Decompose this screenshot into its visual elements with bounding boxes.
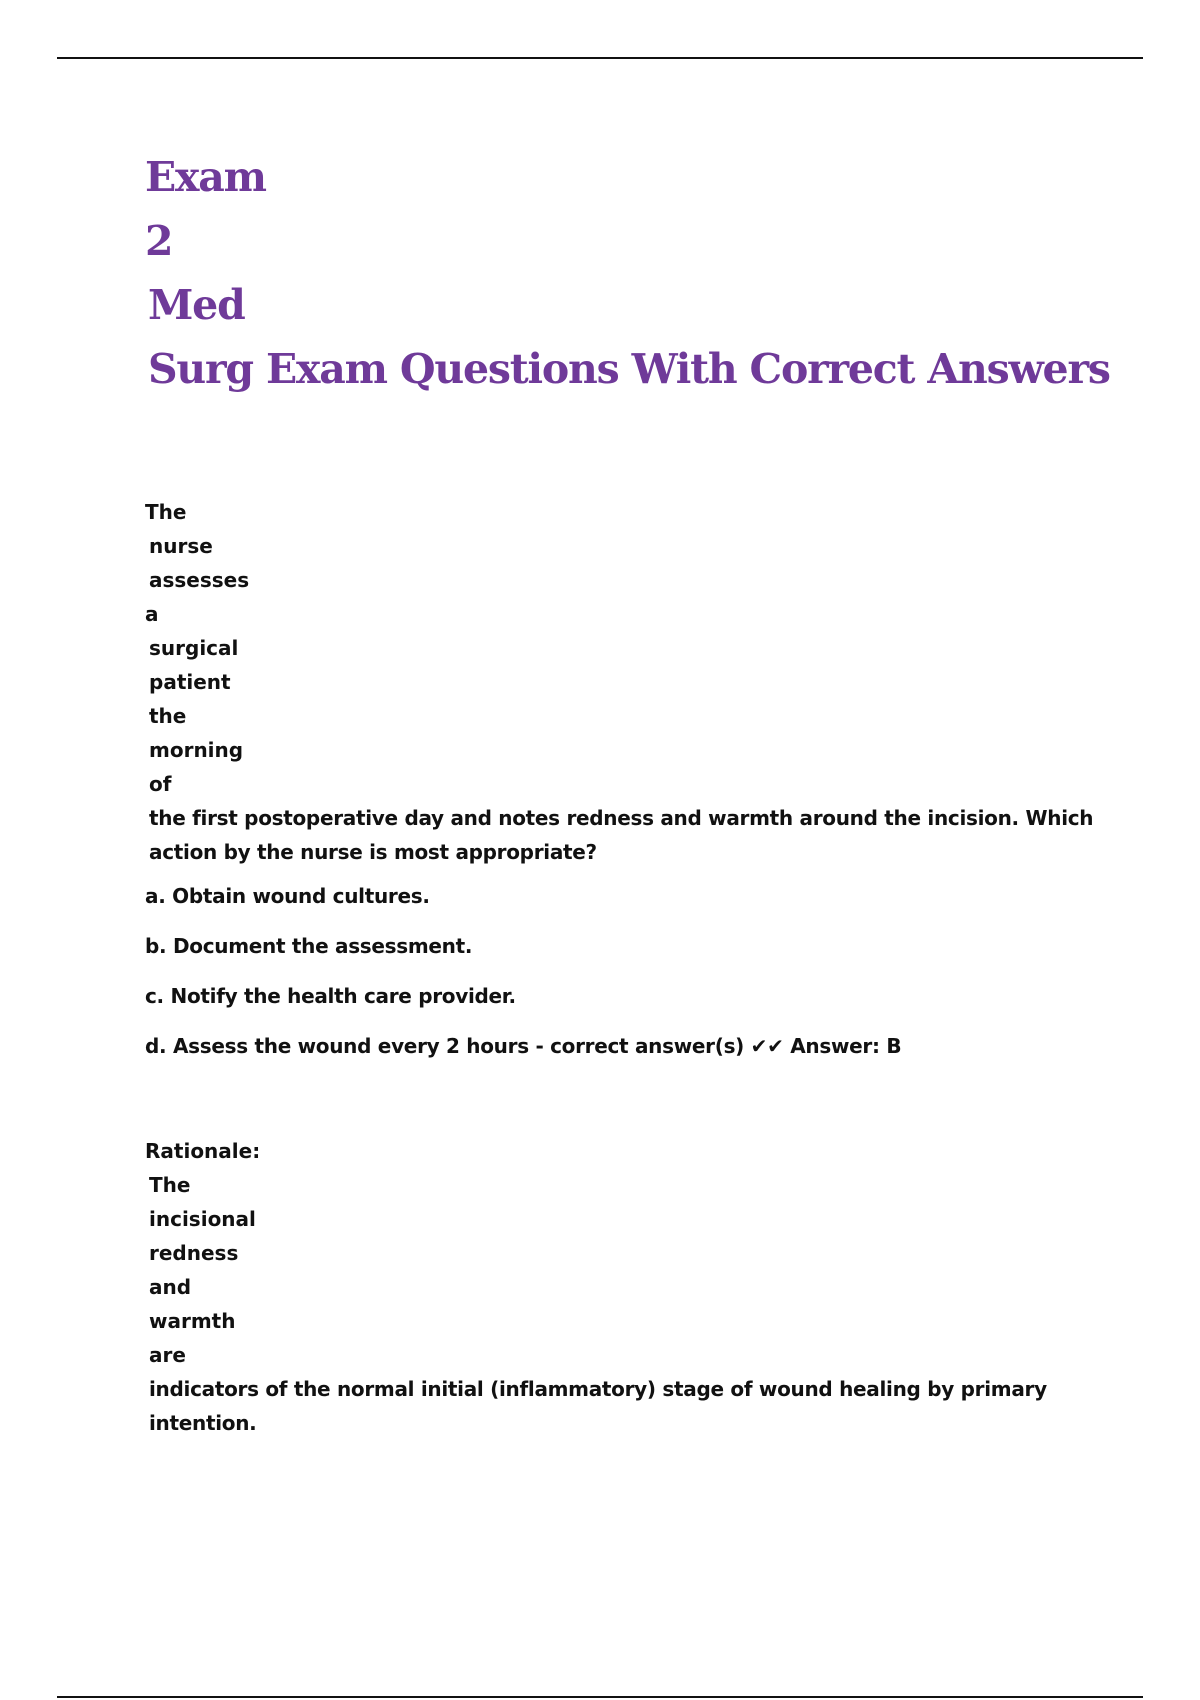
question-stem-word: the (149, 704, 187, 728)
rationale-word: and (149, 1275, 192, 1299)
title-line-4: Surg Exam Questions With Correct Answers (148, 345, 1110, 393)
question-stem-text: the first postoperative day and notes redness and warmth around the incision. Which action by the nurse is most appropriate? (149, 806, 1094, 864)
question-stem-word: morning (149, 738, 244, 762)
option-d: d. Assess the wound every 2 hours - correct answer(s) ✔✔ Answer: B (145, 1034, 902, 1058)
title-line-1: Exam (145, 153, 266, 201)
rationale-word: warmth (149, 1309, 236, 1333)
question-stem-word: a (145, 602, 159, 626)
option-a: a. Obtain wound cultures. (145, 884, 430, 908)
rationale-word: redness (149, 1241, 239, 1265)
rationale-word: The (149, 1173, 191, 1197)
question-stem-word: The (145, 500, 187, 524)
title-line-3: Med (148, 281, 245, 329)
rationale-block (145, 1134, 1105, 1440)
question-block (145, 495, 1105, 1083)
option-c: c. Notify the health care provider. (145, 984, 516, 1008)
rationale-label: Rationale: (145, 1139, 261, 1163)
rationale-word: are (149, 1343, 186, 1367)
top-rule (57, 57, 1143, 59)
bottom-rule (57, 1696, 1143, 1698)
question-stem-word: assesses (149, 568, 250, 592)
title-line-2: 2 (145, 217, 173, 265)
question-stem-word: patient (149, 670, 231, 694)
question-stem-word: nurse (149, 534, 213, 558)
rationale-word: incisional (149, 1207, 256, 1231)
question-stem-word: surgical (149, 636, 239, 660)
rationale-text: indicators of the normal initial (inflammatory) stage of wound healing by primary intention. (149, 1377, 1047, 1435)
document-title (145, 145, 1145, 401)
question-stem-word: of (149, 772, 172, 796)
answer-options (145, 883, 1105, 1059)
option-b: b. Document the assessment. (145, 934, 473, 958)
